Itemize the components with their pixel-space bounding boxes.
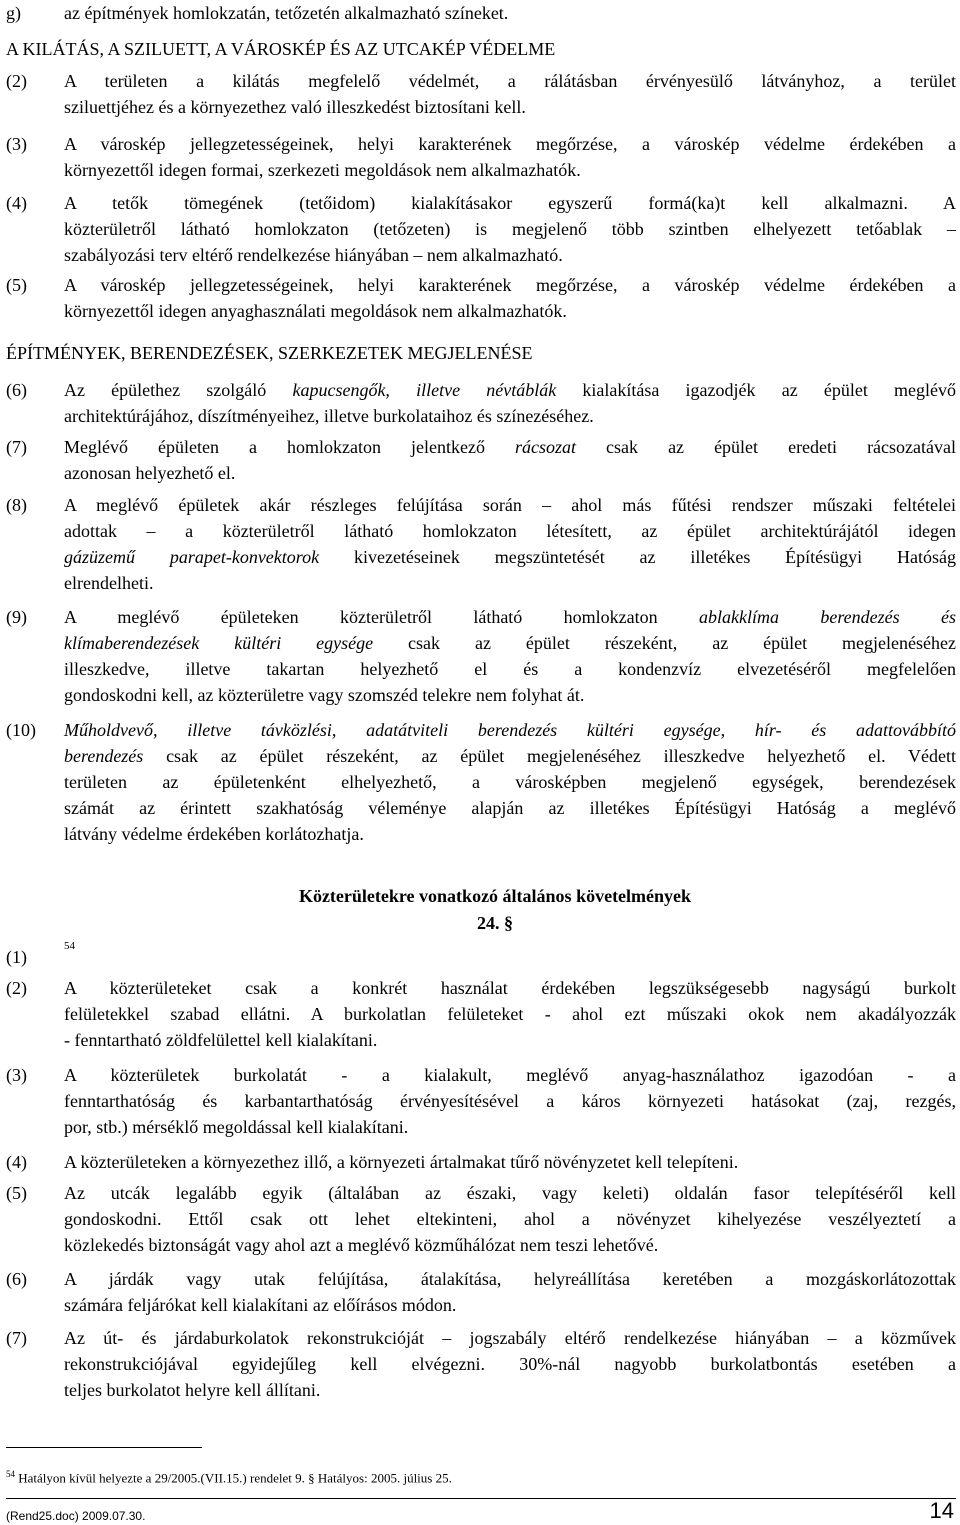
paragraph-text: A városkép jellegzetességeinek, helyi karakterének megőrzése, a városkép védelme érdekében a környezettől idegen anyaghasználati megoldások nem alkalmazhatók. — [64, 275, 956, 321]
paragraph-number: (1) — [6, 947, 27, 967]
paragraph-number: (5) — [6, 1183, 27, 1203]
paragraph-text: Műholdvevő, illetve távközlési, adatátviteli berendezés kültéri egysége, hír- és adattovábbító berendezés csak az épület részeként, az épület megjelenéséhez illeszkedve helyezhető el. Védett területen az épületenként elhelyezhető, a városképben megjelenő egységek, berendezések számát az érintett szakhatóság véleménye alapján az illetékes Építésügyi Hatóság a meglévő látvány védelme érdekében korlátozhatja. — [64, 720, 956, 844]
section-heading-kilatas: A KILÁTÁS, A SZILUETT, A VÁROSKÉP ÉS AZ UTCAKÉP VÉDELME — [6, 39, 556, 59]
paragraph-number: (5) — [6, 275, 27, 295]
paragraph-text: A közterületeken a környezethez illő, a környezeti ártalmakat tűrő növényzetet kell telepíteni. — [64, 1152, 739, 1172]
paragraph-number: (6) — [6, 380, 27, 400]
paragraph-text: Meglévő épületen a homlokzaton jelentkező rácsozat csak az épület eredeti rácsozatával azonosan helyezhető el. — [64, 437, 956, 483]
paragraph-text: A városkép jellegzetességeinek, helyi karakterének megőrzése, a városkép védelme érdekében a környezettől idegen formai, szerkezeti megoldások nem alkalmazhatók. — [64, 134, 956, 180]
paragraph-number: (7) — [6, 1328, 27, 1348]
footer-filename-date: (Rend25.doc) 2009.07.30. — [6, 1509, 146, 1523]
footnote-divider — [6, 1447, 202, 1448]
footnote: $^{54}$ Hatályon kívül helyezte a 29/2005.(VII.15.) rendelet 9. § Hatályos: 2005. július 25. — [6, 1469, 452, 1486]
paragraph-text: Az utcák legalább egyik (általában az északi, vagy keleti) oldalán fasor telepítéséről kell gondoskodni. Ettől csak ott lehet eltekinteni, ahol a növényzet kihelyezése veszélyeztetí a közlekedés biztonságát vagy ahol azt a meglévő közműhálózat nem teszi lehetővé. — [64, 1183, 956, 1255]
item-text: az építmények homlokzatán, tetőzetén alkalmazható színeket. — [64, 3, 509, 23]
paragraph-text: A meglévő épületek akár részleges felújítása során – ahol más fűtési rendszer műszaki feltételei adottak – a közterületről látható homlokzaton létesített, az épület architektúrájától idegen gázüzemű parapet-konvektorok kivezetéseinek megszüntetését az illetékes Építésügyi Hatóság elrendelheti. — [64, 495, 956, 593]
paragraph-text: A járdák vagy utak felújítása, átalakítása, helyreállítása keretében a mozgáskorlátozottak számára feljárókat kell kialakítani az előírásos módon. — [64, 1269, 956, 1315]
paragraph-number: (9) — [6, 607, 27, 627]
paragraph-text: A meglévő épületeken közterületről látható homlokzaton ablakklíma berendezés és klímaberendezések kültéri egysége csak az épület részeként, az épület megjelenéséhez illeszkedve, illetve takartan helyezhető el és a kondenzvíz elvezetéséről megfelelően gondoskodni kell, az közterületre vagy szomszéd telekre nem folyhat át. — [64, 607, 957, 705]
footnote-reference[interactable]: 54 — [64, 940, 75, 952]
paragraph-number: (8) — [6, 495, 27, 515]
paragraph-text: A tetők tömegének (tetőidom) kialakításakor egyszerű formá(ka)t kell alkalmazni. A közterületről látható homlokzaton (tetőzeten) is megjelenő több szintben elhelyezett tetőablak – szabályozási terv eltérő rendelkezése hiányában – nem alkalmazható. — [64, 193, 956, 265]
paragraph-number: (2) — [6, 71, 27, 91]
paragraph-number: (3) — [6, 134, 27, 154]
paragraph-number: (3) — [6, 1065, 27, 1085]
paragraph-number: (10) — [6, 720, 36, 740]
paragraph-number: (4) — [6, 1152, 27, 1172]
paragraph-text: Az út- és járdaburkolatok rekonstrukcióját – jogszabály eltérő rendelkezése hiányában – a közművek rekonstrukciójával egyidejűleg kell elvégezni. 30%-nál nagyobb burkolatbontás esetében a teljes burkolatot helyre kell állítani. — [64, 1328, 956, 1400]
section-title: Közterületekre vonatkozó általános követelmények — [298, 886, 692, 906]
footer-divider — [6, 1498, 956, 1499]
page-number: 14 — [929, 1498, 954, 1523]
section-heading-epitmenyek: ÉPÍTMÉNYEK, BERENDEZÉSEK, SZERKEZETEK MEGJELENÉSE — [6, 343, 533, 363]
item-number: g) — [6, 3, 21, 23]
paragraph-number: (2) — [6, 978, 27, 998]
paragraph-text: Az épülethez szolgáló kapucsengők, illetve névtáblák kialakítása igazodjék az épület meglévő architektúrájához, díszítményeihez, illetve burkolataihoz és színezéséhez. — [64, 380, 957, 426]
paragraph-text: A területen a kilátás megfelelő védelmét, a rálátásban érvényesülő látványhoz, a terület sziluettjéhez és a környezethez való illeszkedést biztosítani kell. — [64, 71, 956, 117]
section-number: 24. § — [477, 913, 513, 933]
paragraph-number: (7) — [6, 437, 27, 457]
paragraph-number: (6) — [6, 1269, 27, 1289]
paragraph-text: A közterületek burkolatát - a kialakult, meglévő anyag-használathoz igazodóan - a fenntarthatóság és karbantarthatóság érvényesítésével a káros környezeti hatásokat (zaj, rezgés, por, stb.) mérséklő megoldással kell kialakítani. — [64, 1065, 956, 1137]
paragraph-text: A közterületeket csak a konkrét használat érdekében legszükségesebb nagyságú burkolt felületekkel szabad ellátni. A burkolatlan felületeket - ahol ezt műszaki okok nem akadályozzák - fenntartható zöldfelülettel kell kialakítani. — [64, 978, 956, 1050]
paragraph-number: (4) — [6, 193, 27, 213]
